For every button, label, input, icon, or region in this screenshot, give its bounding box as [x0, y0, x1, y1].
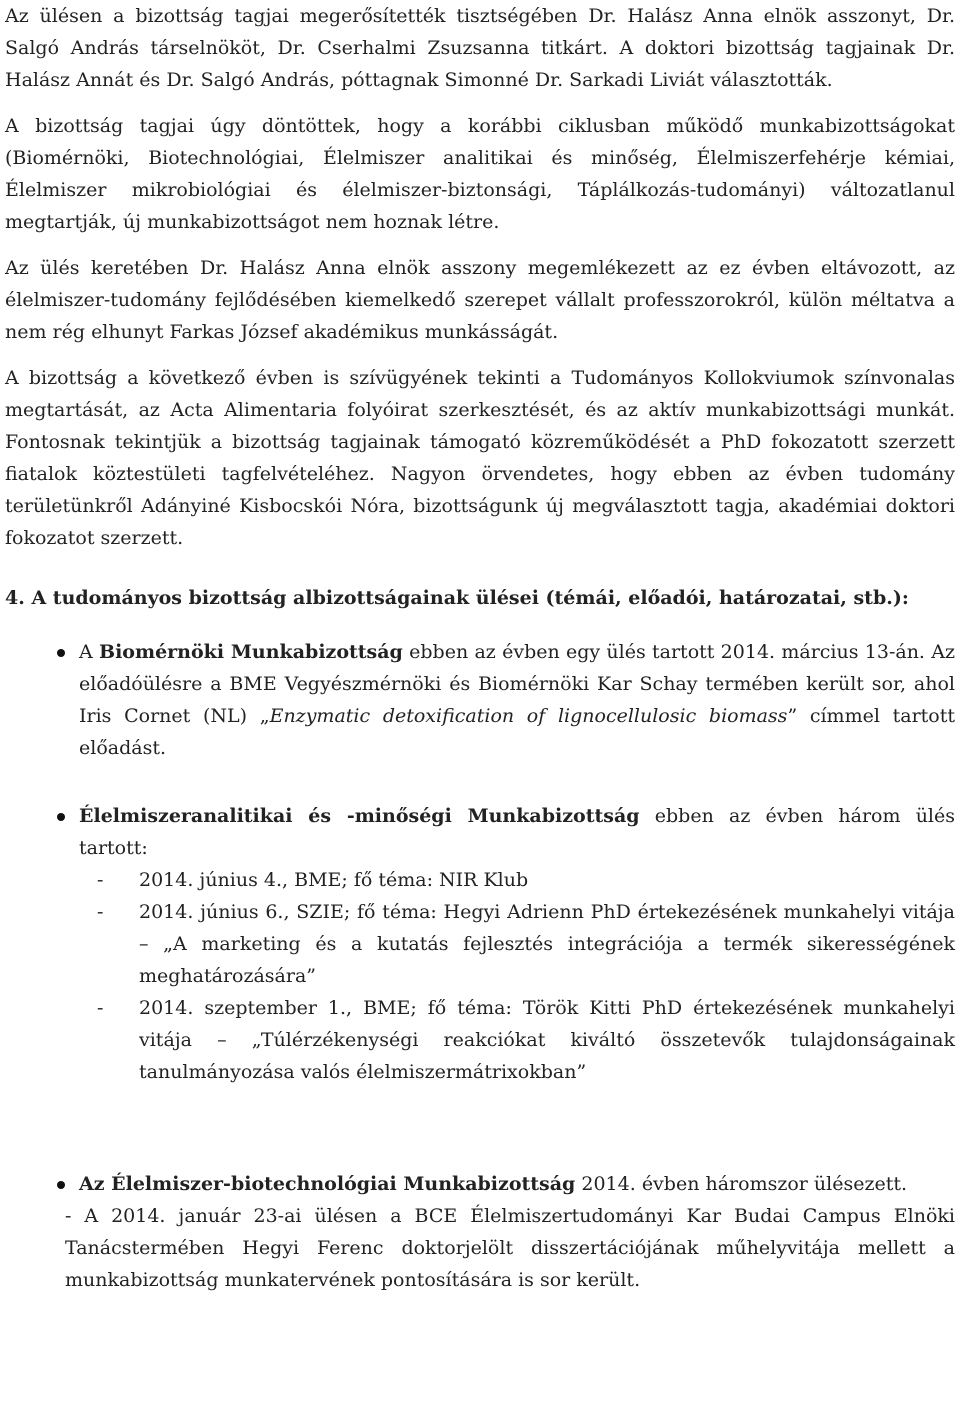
meeting-item — [5, 992, 955, 1088]
spacer — [5, 1110, 955, 1132]
bullet-bioengineering-text — [79, 636, 955, 764]
paragraph-next-year: A bizottság a következő évben is szívügyének tekinti a Tudományos Kollokviumok színvonalas megtartását, az Acta Alimentaria folyóirat szerkesztését, és az aktív munkabizottsági munkát. Fontosnak tekintjük a bizottság tagjainak támogató közreműködését a PhD fokozatott szerzett fiatalok köztestületi tagfelvételéhez. Nagyon örvendetes, hogy ebben az évben tudomány területünkről Adányiné Kisbocskói Nóra, bizottságunk új megválasztott tagja, akadémiai doktori fokozatot szerzett. — [5, 367, 955, 549]
paragraph-working-groups: A bizottság tagjai úgy döntöttek, hogy a korábbi ciklusban működő munkabizottságokat (Biomérnöki, Biotechnológiai, Élelmiszer analitikai és minőség, Élelmiszerfehérje kémiai, Élelmiszer mikrobiológiai és élelmiszer-biztonsági, Táplálkozás-tudományi) változatlanul megtartják, új munkabizottságot nem hoznak létre. — [5, 115, 955, 233]
committee-name: Élelmiszeranalitikai és -minőségi Munkabizottság — [79, 805, 640, 827]
dash-marker: - — [97, 997, 104, 1019]
bullet-food-analytics — [5, 800, 955, 864]
bullet-body-end: ” címmel tartott előadást. — [79, 705, 955, 759]
bullet-prefix: A — [79, 641, 100, 663]
meeting-item — [5, 896, 955, 992]
meeting-item-text: 2014. június 4., BME; fő téma: NIR Klub — [139, 869, 529, 891]
biotech-meeting-text: - A 2014. január 23-ai ülésen a BCE Élelmiszertudományi Kar Budai Campus Elnöki Tanácstermében Hegyi Ferenc doktorjelölt disszertációjának műhelyvitája mellett a munkabizottság munkatervének pontosítására is sor került. — [65, 1205, 955, 1291]
bullet-body: ebben az évben három ülés tartott: — [79, 805, 956, 859]
meeting-item-text: 2014. június 6., SZIE; fő téma: Hegyi Adrienn PhD értekezésének munkahelyi vitája – „A marketing és a kutatás fejlesztés integrációja a termék sikerességének meghatározására” — [139, 901, 955, 987]
spacer — [5, 1154, 955, 1168]
section-heading: 4. A tudományos bizottság albizottságainak ülései (témái, előadói, határozatai, stb.): — [5, 587, 909, 609]
spacer — [5, 96, 955, 110]
spacer — [5, 614, 955, 636]
bullet-food-analytics-text — [79, 800, 955, 864]
spacer — [5, 348, 955, 362]
spacer — [5, 1088, 955, 1110]
paragraph-board-confirmation: Az ülésen a bizottság tagjai megerősítették tisztségében Dr. Halász Anna elnök asszonyt, Dr. Salgó András társelnököt, Dr. Cserhalmi Zsuzsanna titkárt. A doktori bizottság tagjainak Dr. Halász Annát és Dr. Salgó András, póttagnak Simonné Dr. Sarkadi Liviát választották. — [5, 5, 955, 91]
meeting-item — [5, 864, 955, 896]
dash-marker: - — [97, 869, 104, 891]
committee-name: Biomérnöki Munkabizottság — [99, 641, 403, 663]
bullet-body: 2014. évben háromszor ülésezett. — [575, 1173, 908, 1195]
spacer — [5, 238, 955, 252]
spacer — [5, 1132, 955, 1154]
meeting-item-text: 2014. szeptember 1., BME; fő téma: Török Kitti PhD értekezésének munkahelyi vitája – „Túlérzékenységi reakciókat kiváltó összetevők tulajdonságainak tanulmányozása valós élelmiszermátrixokban” — [139, 997, 955, 1083]
bullet-icon — [57, 649, 65, 657]
lecture-title: Enzymatic detoxification of lignocellulosic biomass — [269, 705, 788, 727]
bullet-food-biotech-text — [79, 1168, 955, 1200]
bullet-food-biotech — [5, 1168, 955, 1200]
spacer — [5, 786, 955, 800]
biotech-meeting-detail — [5, 1200, 955, 1296]
bullet-bioengineering — [5, 636, 955, 764]
paragraph-commemoration: Az ülés keretében Dr. Halász Anna elnök asszony megemlékezett az ez évben eltávozott, az élelmiszer-tudomány fejlődésében kiemelkedő szerepet vállalt professzorokról, külön méltatva a nem rég elhunyt Farkas József akadémikus munkásságát. — [5, 257, 955, 343]
bullet-body: ebben az évben egy ülés tartott 2014. március 13-án. Az előadóülésre a BME Vegyészmérnöki és Biomérnöki Kar Schay termében került sor, ahol Iris Cornet (NL) „ — [79, 641, 955, 727]
spacer — [5, 554, 955, 576]
spacer — [5, 764, 955, 786]
dash-marker: - — [97, 901, 104, 923]
committee-name: Az Élelmiszer-biotechnológiai Munkabizottság — [79, 1173, 576, 1195]
bullet-icon — [57, 1181, 65, 1189]
bullet-icon — [57, 813, 65, 821]
